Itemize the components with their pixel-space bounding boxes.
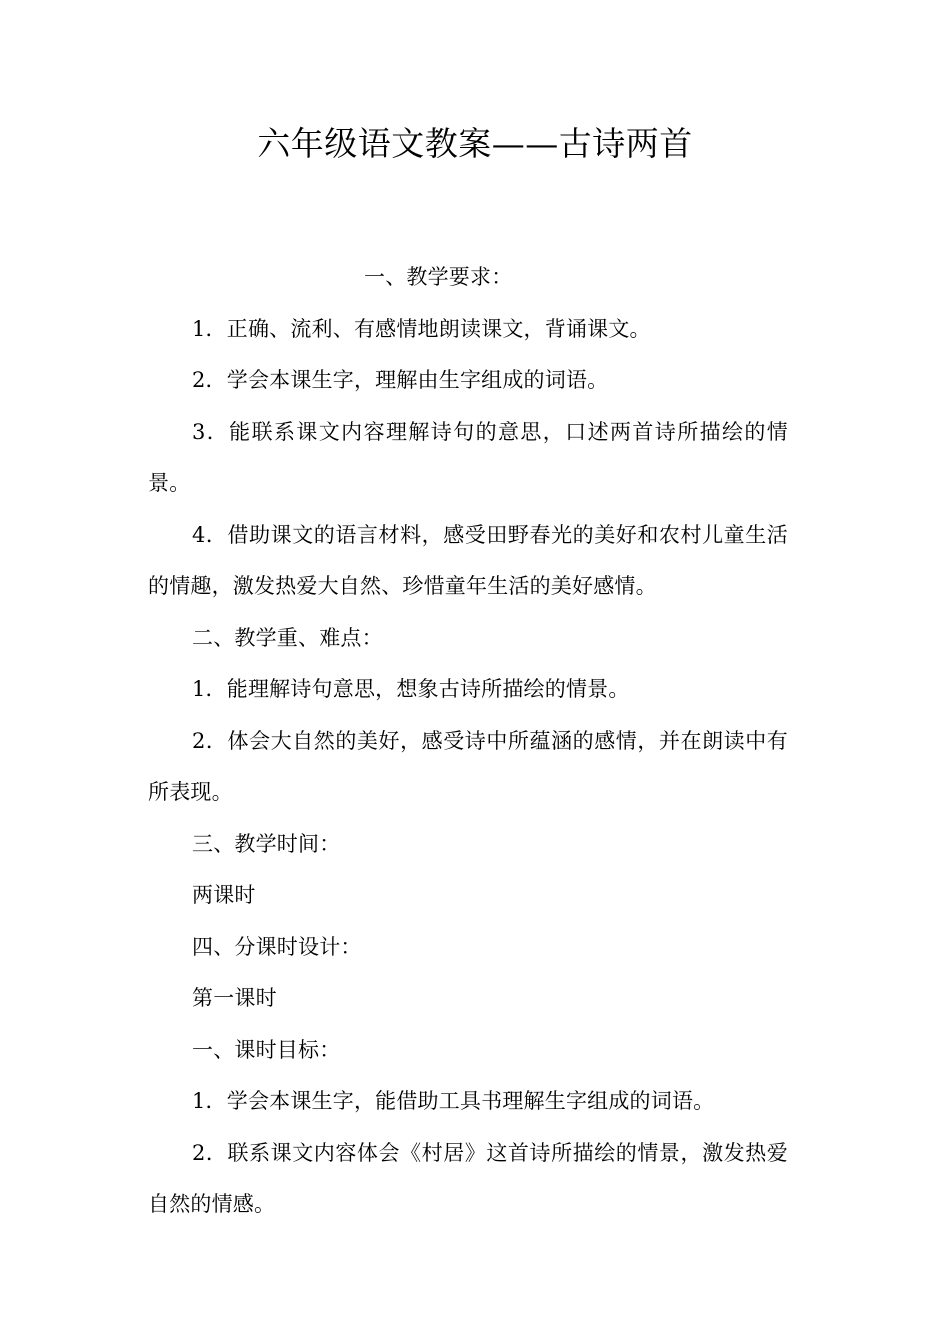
section-heading-lesson-design: 四、分课时设计： (192, 934, 362, 959)
document-body (148, 252, 788, 1231)
document-title: 六年级语文教案——古诗两首 (257, 124, 693, 163)
lesson-goal-item-1: 1．学会本课生字，能借助工具书理解生字组成的词语。 (192, 1089, 715, 1113)
key-point-item-1: 1．能理解诗句意思，想象古诗所描绘的情景。 (192, 677, 630, 701)
section-heading-key-points: 二、教学重、难点： (192, 625, 383, 650)
requirement-item-2: 2．学会本课生字，理解由生字组成的词语。 (192, 368, 609, 392)
key-point-item-2: 2．体会大自然的美好，感受诗中所蕴涵的感情，并在朗读中有所表现。 (148, 728, 788, 804)
teaching-time-value: 两课时 (192, 883, 256, 907)
requirement-item-4: 4．借助课文的语言材料，感受田野春光的美好和农村儿童生活的情趣，激发热爱大自然、珍惜童年生活的美好感情。 (148, 522, 788, 598)
section-heading-teaching-requirements: 一、教学要求： (364, 265, 513, 289)
section-heading-teaching-time: 三、教学时间： (192, 831, 341, 856)
requirement-item-1: 1．正确、流利、有感情地朗读课文，背诵课文。 (192, 316, 651, 341)
requirement-item-3: 3．能联系课文内容理解诗句的意思，口述两首诗所描绘的情景。 (148, 419, 788, 495)
lesson-goals-heading: 一、课时目标： (192, 1037, 341, 1062)
lesson-one-heading: 第一课时 (192, 986, 277, 1010)
lesson-goal-item-2: 2．联系课文内容体会《村居》这首诗所描绘的情景，激发热爱自然的情感。 (148, 1140, 788, 1216)
